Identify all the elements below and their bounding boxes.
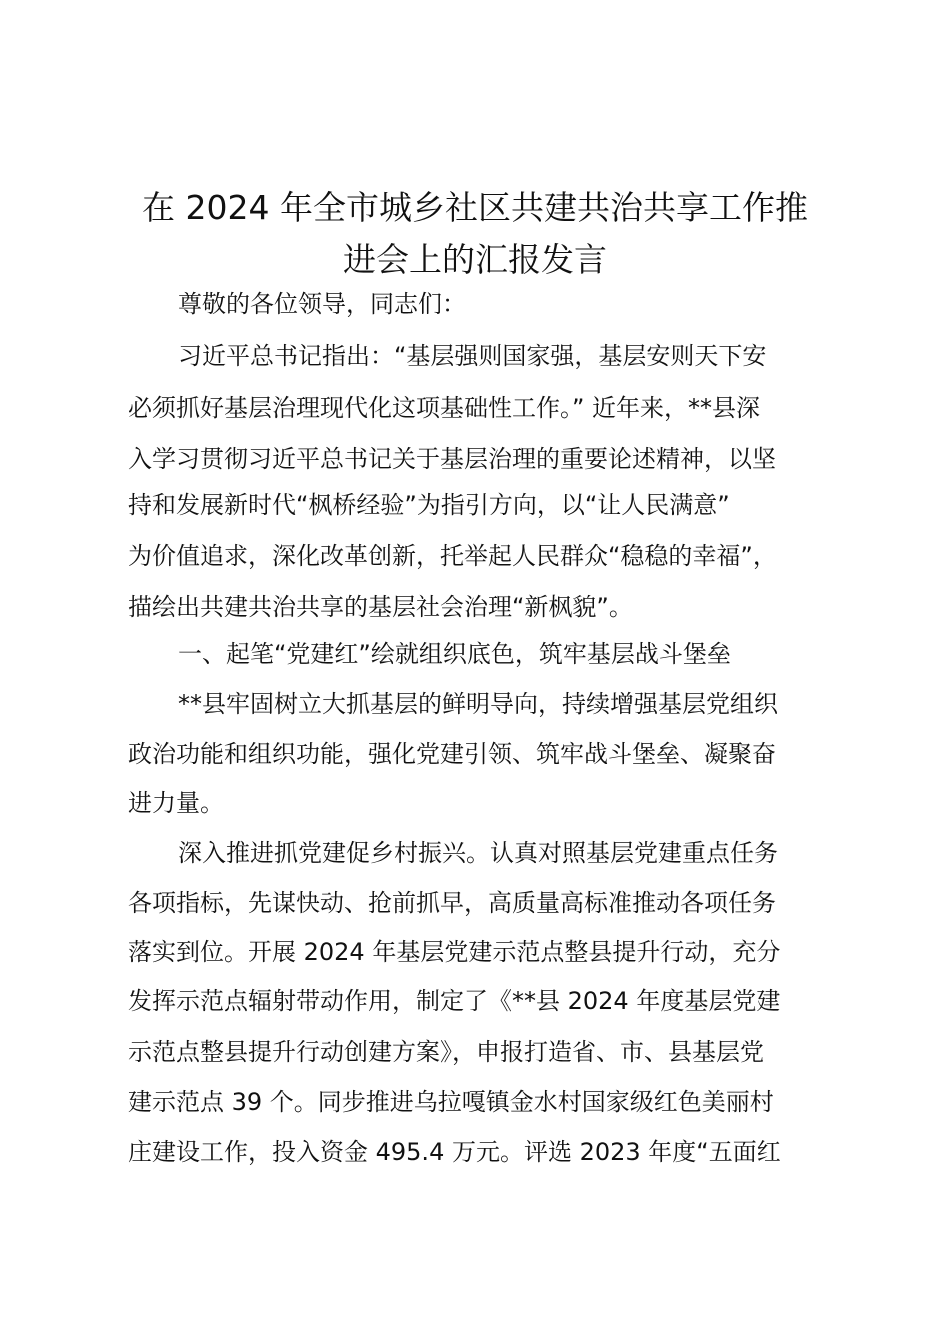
paragraph-1-line-3: 入学习贯彻习近平总书记关于基层治理的重要论述精神，以坚 <box>128 445 776 473</box>
paragraph-2-line-2: 政治功能和组织功能，强化党建引领、筑牢战斗堡垒、凝聚奋 <box>128 740 776 768</box>
document-title <box>110 182 840 286</box>
title-line-1: 在 2024 年全市城乡社区共建共治共享工作推 <box>142 188 808 227</box>
paragraph-3-line-3: 落实到位。开展 2024 年基层党建示范点整县提升行动，充分 <box>128 938 781 966</box>
paragraph-3-line-2: 各项指标，先谋快动、抢前抓早，高质量高标准推动各项任务 <box>128 889 776 917</box>
paragraph-3-line-5: 示范点整县提升行动创建方案》，申报打造省、市、县基层党 <box>128 1038 764 1066</box>
paragraph-3-line-1: 深入推进抓党建促乡村振兴。认真对照基层党建重点任务 <box>178 839 778 867</box>
salutation: 尊敬的各位领导，同志们： <box>178 290 466 318</box>
paragraph-3-line-6: 建示范点 39 个。同步推进乌拉嘎镇金水村国家级红色美丽村 <box>128 1088 774 1116</box>
paragraph-1-line-2: 必须抓好基层治理现代化这项基础性工作。” 近年来，**县深 <box>128 394 761 422</box>
paragraph-1-line-6: 描绘出共建共治共享的基层社会治理“新枫貌”。 <box>128 593 633 621</box>
paragraph-2-line-3: 进力量。 <box>128 789 224 817</box>
paragraph-3-line-4: 发挥示范点辐射带动作用，制定了《**县 2024 年度基层党建 <box>128 987 781 1015</box>
paragraph-1-line-4: 持和发展新时代“枫桥经验”为指引方向，以“让人民满意” <box>128 491 730 519</box>
paragraph-1-line-5: 为价值追求，深化改革创新，托举起人民群众“稳稳的幸福”， <box>128 542 777 570</box>
title-line-2: 进会上的汇报发言 <box>343 240 607 279</box>
paragraph-2-line-1: **县牢固树立大抓基层的鲜明导向，持续增强基层党组织 <box>178 690 778 718</box>
paragraph-3-line-7: 庄建设工作，投入资金 495.4 万元。评选 2023 年度“五面红 <box>128 1138 781 1166</box>
section-heading-1: 一、起笔“党建红”绘就组织底色，筑牢基层战斗堡垒 <box>178 640 731 668</box>
paragraph-1-line-1: 习近平总书记指出：“基层强则国家强，基层安则天下安 <box>178 342 767 370</box>
